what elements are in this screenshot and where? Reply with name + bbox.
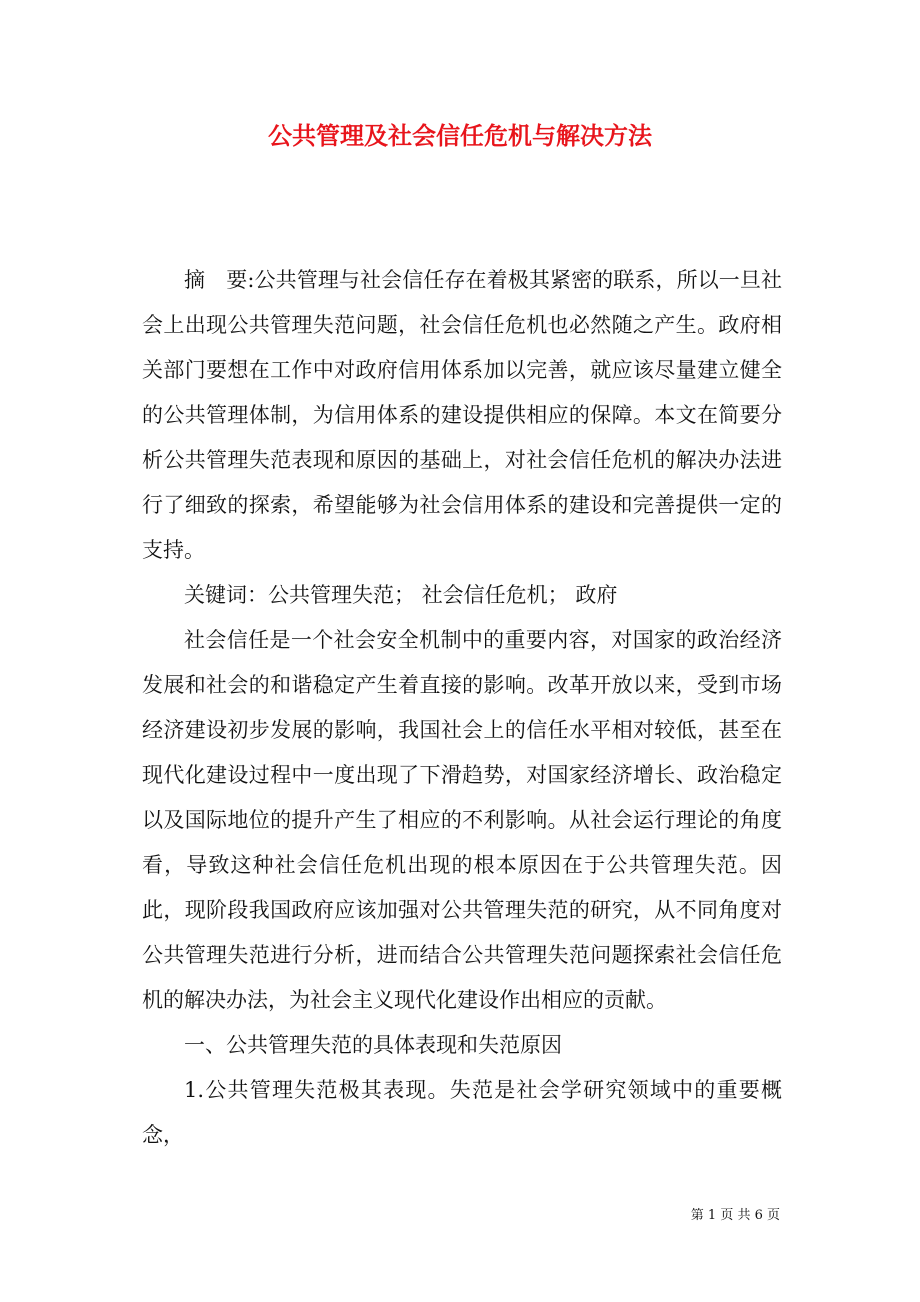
abstract-paragraph bbox=[142, 258, 782, 573]
document-title: 公共管理及社会信任危机与解决方法 bbox=[268, 121, 652, 150]
section-heading-1: 一、公共管理失范的具体表现和失范原因 bbox=[184, 1033, 562, 1057]
keyword-1: 公共管理失范； bbox=[268, 583, 415, 607]
keyword-2: 社会信任危机； bbox=[421, 583, 569, 607]
abstract-label-part-2: 要: bbox=[226, 268, 255, 292]
body-paragraph-1: 社会信任是一个社会安全机制中的重要内容，对国家的政治经济发展和社会的和谐稳定产生着直接的影响。改革开放以来，受到市场经济建设初步发展的影响，我国社会上的信任水平相对较低，甚至在现代化建设过程中一度出现了下滑趋势，对国家经济增长、政治稳定以及国际地位的提升产生了相应的不利影响。从社会运行理论的角度看，导致这种社会信任危机出现的根本原因在于公共管理失范。因此，现阶段我国政府应该加强对公共管理失范的研究，从不同角度对公共管理失范进行分析，进而结合公共管理失范问题探索社会信任危机的解决办法，为社会主义现代化建设作出相应的贡献。 bbox=[142, 628, 782, 1012]
abstract-label bbox=[184, 268, 254, 292]
body-paragraph-2: 1.公共管理失范极其表现。失范是社会学研究领域中的重要概念， bbox=[142, 1078, 782, 1147]
keywords-line bbox=[142, 573, 782, 618]
abstract-label-part-1: 摘 bbox=[184, 268, 206, 292]
keyword-3: 政府 bbox=[575, 583, 618, 607]
page-number-footer: 第 1 页 共 6 页 bbox=[690, 1208, 780, 1223]
keywords-label: 关键词： bbox=[184, 583, 268, 607]
document-body bbox=[142, 258, 782, 1158]
abstract-text: 公共管理与社会信任存在着极其紧密的联系，所以一旦社会上出现公共管理失范问题，社会信任危机也必然随之产生。政府相关部门要想在工作中对政府信用体系加以完善，就应该尽量建立健全的公共管理体制，为信用体系的建设提供相应的保障。本文在简要分析公共管理失范表现和原因的基础上，对社会信任危机的解决办法进行了细致的探索，希望能够为社会信用体系的建设和完善提供一定的支持。 bbox=[142, 268, 783, 562]
